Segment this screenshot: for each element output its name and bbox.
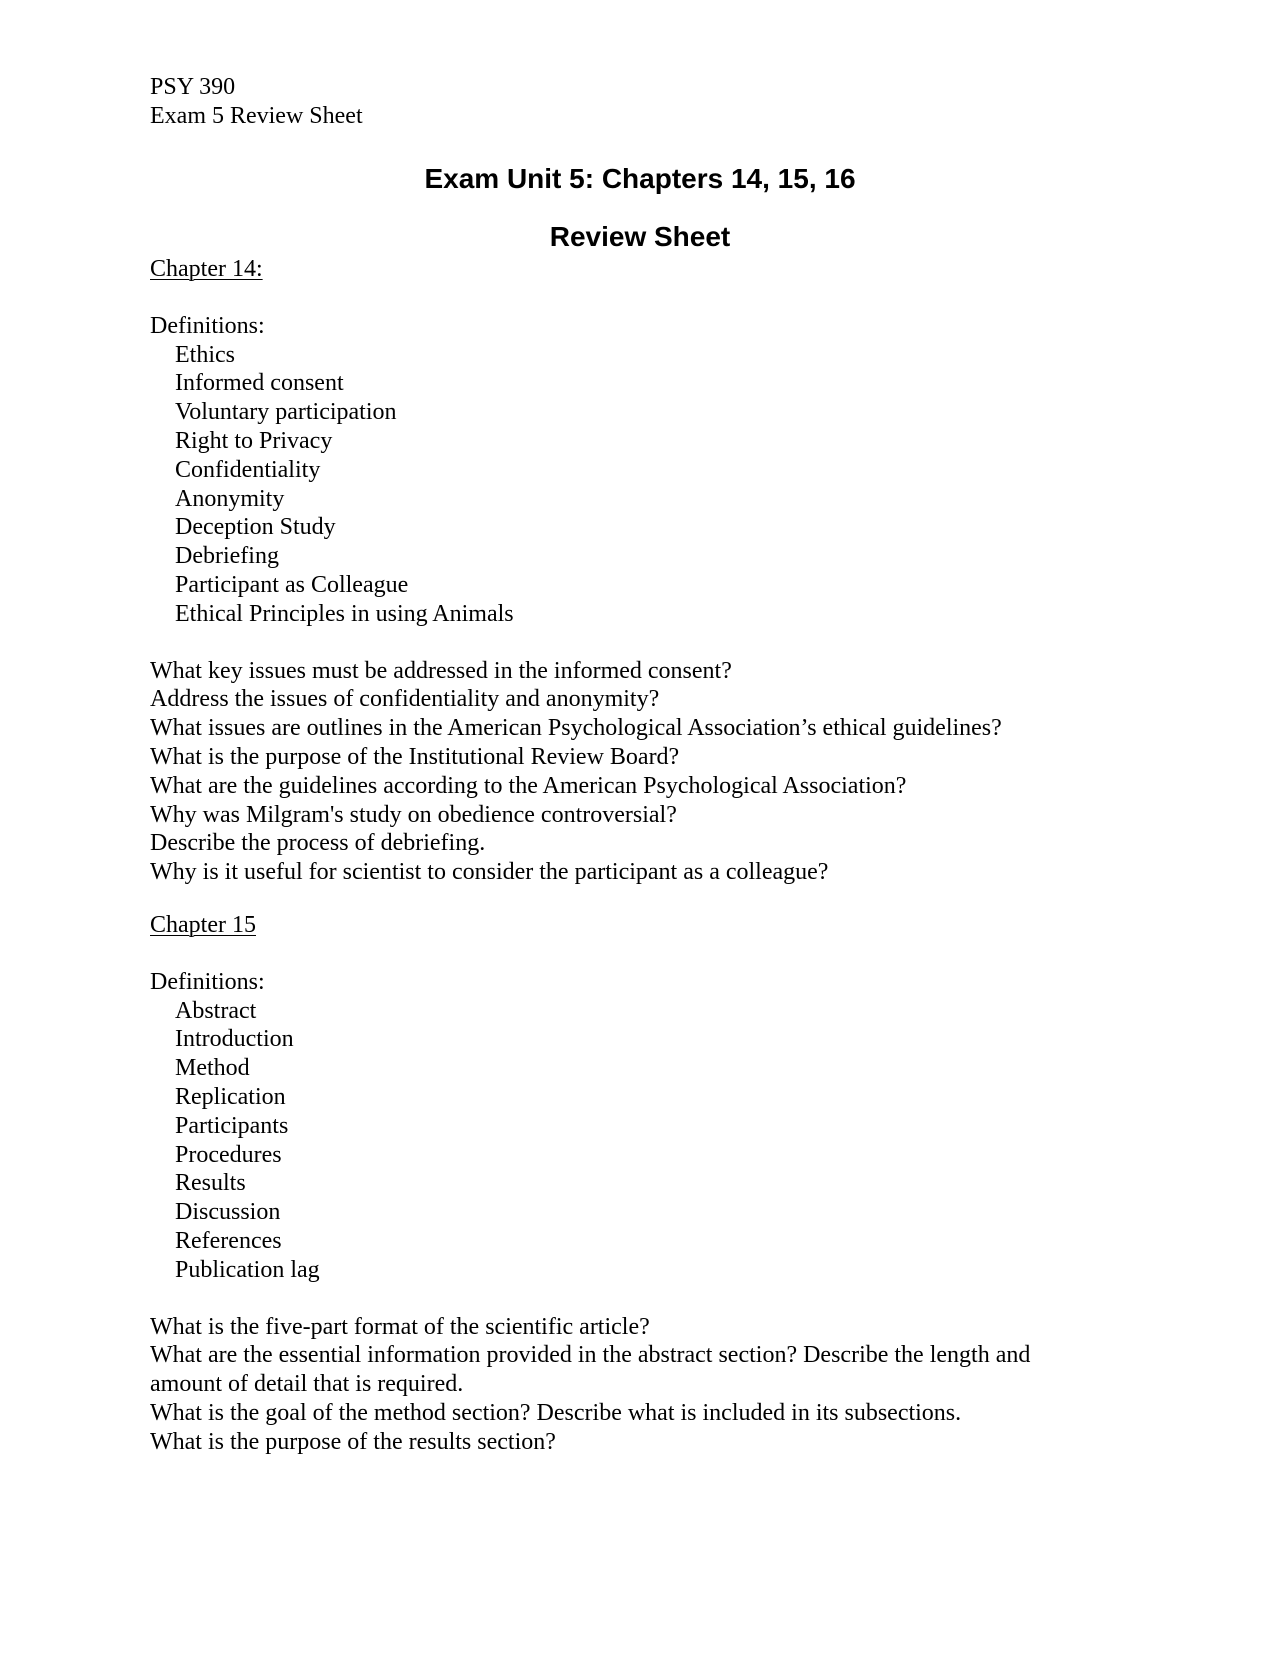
question-item: What are the guidelines according to the American Psychological Association?	[150, 772, 907, 799]
chapter-15-questions	[150, 1313, 1150, 1457]
definition-item: Voluntary participation	[175, 399, 397, 426]
definition-item: Method	[175, 1055, 250, 1082]
chapter-14-section	[150, 255, 1150, 887]
definition-item: Introduction	[175, 1026, 294, 1053]
question-item: What is the purpose of the Institutional Review Board?	[150, 743, 680, 770]
question-item: What is the purpose of the results section?	[150, 1428, 556, 1455]
chapter-15-definitions-list	[150, 997, 1150, 1285]
definition-item: Informed consent	[175, 370, 344, 397]
document-content	[150, 73, 1150, 1456]
question-item: Describe the process of debriefing.	[150, 830, 486, 857]
question-item: What issues are outlines in the American Psychological Association’s ethical guidelines?	[150, 715, 1002, 742]
definition-item: Publication lag	[175, 1256, 320, 1283]
question-item: Why is it useful for scientist to consider the participant as a colleague?	[150, 859, 829, 886]
definition-item: Discussion	[175, 1199, 281, 1226]
definition-item: Results	[175, 1170, 246, 1197]
definition-item: Participant as Colleague	[175, 571, 409, 598]
definition-item: Anonymity	[175, 485, 285, 512]
chapter-14-definitions-list	[150, 341, 1150, 629]
question-item: What are the essential information provided in the abstract section? Describe the length and amount of detail that is required.	[150, 1342, 1031, 1398]
document-subtitle: Exam 5 Review Sheet	[150, 103, 363, 129]
question-item: What key issues must be addressed in the informed consent?	[150, 657, 732, 684]
chapter-15-section	[150, 887, 1150, 1457]
definition-item: Ethical Principles in using Animals	[175, 600, 514, 627]
chapter-15-heading: Chapter 15	[150, 911, 256, 938]
chapter-14-definitions-label: Definitions:	[150, 312, 265, 339]
definition-item: Procedures	[175, 1141, 282, 1168]
definition-item: Deception Study	[175, 514, 336, 541]
definition-item: Debriefing	[175, 543, 279, 570]
definition-item: References	[175, 1227, 282, 1254]
definition-item: Right to Privacy	[175, 427, 333, 454]
definition-item: Participants	[175, 1112, 289, 1139]
chapter-14-heading: Chapter 14:	[150, 256, 263, 282]
course-code: PSY 390	[150, 74, 236, 100]
question-item: Address the issues of confidentiality and anonymity?	[150, 686, 660, 713]
chapter-15-definitions-label: Definitions:	[150, 968, 265, 995]
page-title: Exam Unit 5: Chapters 14, 15, 16	[424, 163, 856, 194]
question-item: What is the goal of the method section? Describe what is included in its subsections.	[150, 1399, 962, 1426]
question-item: What is the five-part format of the scientific article?	[150, 1313, 650, 1340]
question-item: Why was Milgram's study on obedience controversial?	[150, 801, 677, 828]
definition-item: Ethics	[175, 341, 235, 368]
definition-item: Abstract	[175, 997, 257, 1024]
chapter-14-questions	[150, 657, 1150, 887]
definition-item: Replication	[175, 1083, 286, 1110]
page-subtitle: Review Sheet	[549, 221, 731, 252]
definition-item: Confidentiality	[175, 456, 321, 483]
course-header	[150, 73, 1150, 131]
